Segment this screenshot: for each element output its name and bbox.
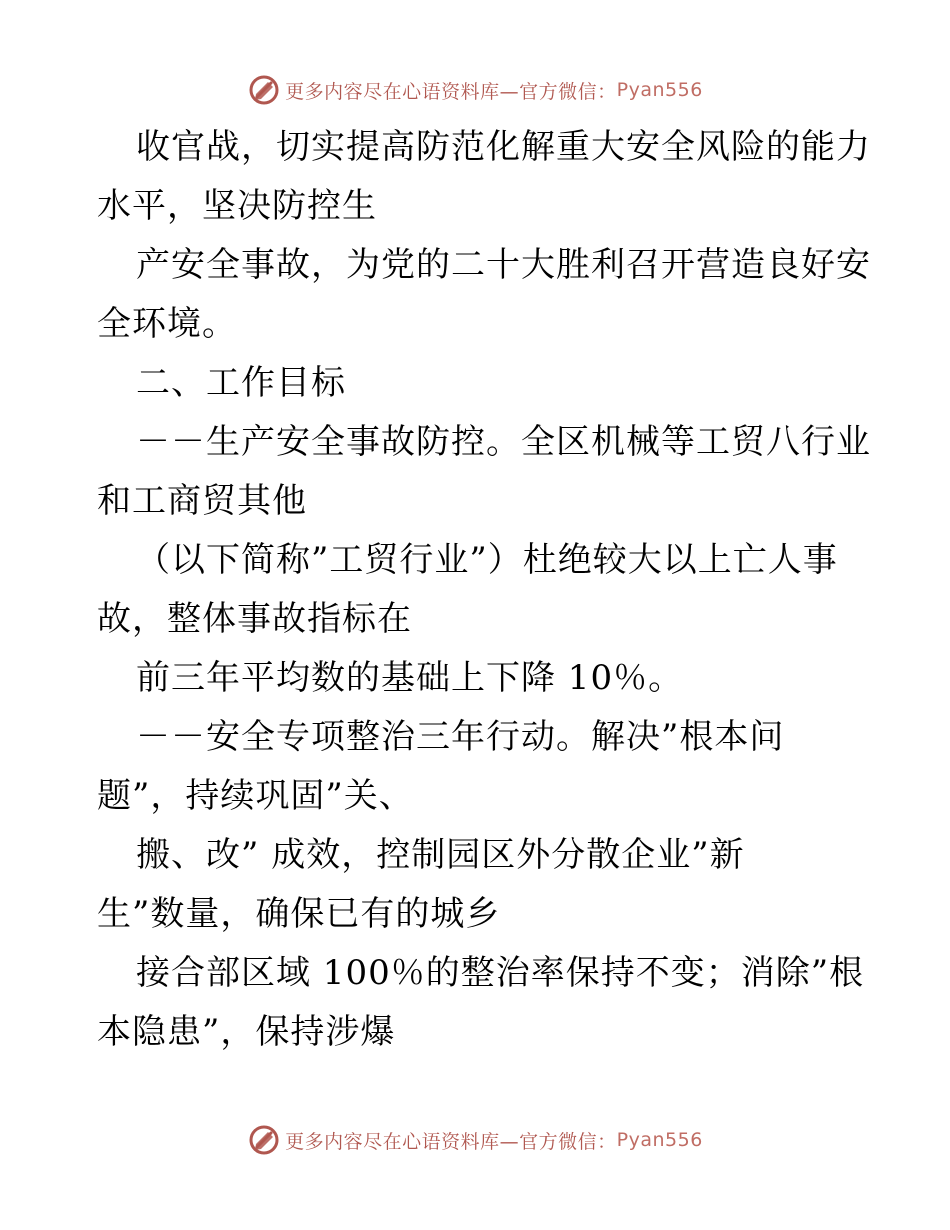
- text-line: 接合部区域 100％的整治率保持不变；消除”根: [136, 953, 865, 993]
- library-logo-icon: [247, 1123, 281, 1157]
- banner-wechat-id: Pyan556: [616, 1129, 703, 1151]
- document-body: [97, 118, 871, 1062]
- library-logo-icon: [247, 73, 281, 107]
- text-line: 水平，坚决防控生: [97, 186, 377, 226]
- text-line: 本隐患”，保持涉爆: [97, 1012, 396, 1052]
- banner-wechat-id: Pyan556: [616, 79, 703, 101]
- text-line: 题”，持续巩固”关、: [97, 776, 414, 816]
- text-line: 全环境。: [97, 304, 237, 344]
- header-banner: [0, 70, 950, 110]
- text-line: －－生产安全事故防控。全区机械等工贸八行业: [136, 422, 871, 462]
- text-line: 前三年平均数的基础上下降 10％。: [136, 658, 684, 698]
- text-line: 和工商贸其他: [97, 481, 307, 521]
- text-line: 二、工作目标: [136, 363, 346, 403]
- text-line: 搬、改” 成效，控制园区外分散企业”新: [136, 835, 745, 875]
- text-line: 产安全事故，为党的二十大胜利召开营造良好安: [136, 245, 871, 285]
- text-line: 故，整体事故指标在: [97, 599, 412, 639]
- text-line: 收官战，切实提高防范化解重大安全风险的能力: [136, 127, 871, 167]
- text-line: （以下简称”工贸行业”）杜绝较大以上亡人事: [136, 540, 838, 580]
- text-line: －－安全专项整治三年行动。解决”根本问: [136, 717, 785, 757]
- banner-text: 更多内容尽在心语资料库—官方微信：: [285, 1130, 617, 1153]
- footer-banner: [0, 1120, 950, 1160]
- banner-text: 更多内容尽在心语资料库—官方微信：: [285, 80, 617, 103]
- text-line: 生”数量，确保已有的城乡: [97, 894, 501, 934]
